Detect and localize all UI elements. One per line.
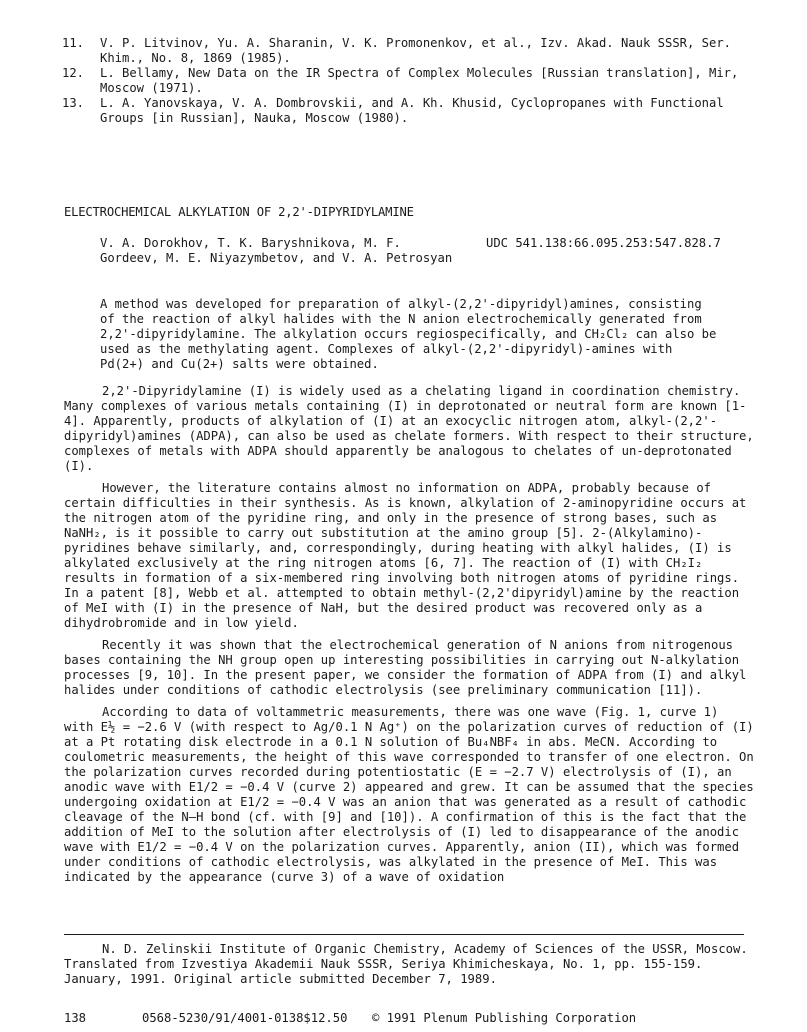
footnote [64,942,754,987]
footnote-affiliation: N. D. Zelinskii Institute of Organic Chemistry, Academy of Sciences of the USSR, Moscow. [102,942,748,956]
reference-text: L. A. Yanovskaya, V. A. Dombrovskii, and A. Kh. Khusid, Cyclopropanes with Functional Groups [in Russian], Nauka, Moscow (1980). [100,96,724,125]
body-paragraph: According to data of voltammetric measurements, there was one wave (Fig. 1, curve 1) with E½ = −2.6 V (with respect to Ag/0.1 N Ag⁺) on the polarization curves of reduction of (I) at a Pt rotating disk electrode in a 0.1 N solution of Bu₄NBF₄ in abs. MeCN. According to coulometric measurements, the height of this wave corresponded to transfer of one electron. On the polarization curves recorded during potentiostatic (E = −2.7 V) electrolysis of (I), an anodic wave with E1/2 = −0.4 V (curve 2) appeared and grew. It can be assumed that the species undergoing oxidation at E1/2 = −0.4 V was an anion that was generated as a result of cathodic cleavage of the N–H bond (cf. with [9] and [10]). A confirmation of this is the fact that the addition of MeI to the solution after electrolysis of (I) led to disappearance of the anodic wave with E1/2 = −0.4 V on the polarization curves. Apparently, anion (II), which was formed under conditions of cathodic electrolysis, was alkylated in the presence of MeI. This was indicated by the appearance (curve 3) of a wave of oxidation [64,705,754,884]
reference-list [62,36,762,126]
reference-text: L. Bellamy, New Data on the IR Spectra of Complex Molecules [Russian translation], Mir, Moscow (1971). [100,66,739,95]
page-number: 138 [64,1011,87,1025]
page-footer [64,1011,764,1026]
reference-item [62,96,762,126]
reference-number: 11. [62,36,85,50]
article-authors: V. A. Dorokhov, T. K. Baryshnikova, M. F. Gordeev, M. E. Niyazymbetov, and V. A. Petrosyan [100,236,453,265]
footnote-translation-note: Translated from Izvestiya Akademii Nauk SSSR, Seriya Khimicheskaya, No. 1, pp. 155-159. January, 1991. Original article submitted December 7, 1989. [64,957,703,986]
body-paragraph: 2,2'-Dipyridylamine (I) is widely used as a chelating ligand in coordination chemistry. Many complexes of various metals containing (I) in deprotonated or neutral form are known [1-4]. Apparently, products of alkylation of (I) at an exocyclic nitrogen atom, alkyl-(2,2'-dipyridyl)amines (ADPA), can also be used as chelate formers. With respect to their structure, complexes of metals with ADPA should apparently be analogous to chelates of un-deprotonated (I). [64,384,754,473]
reference-number: 13. [62,96,85,110]
reference-number: 12. [62,66,85,80]
footnote-divider [64,934,744,935]
reference-item [62,36,762,66]
body-paragraph: Recently it was shown that the electrochemical generation of N anions from nitrogenous bases containing the NH group open up interesting possibilities in carrying out N-alkylation processes [9, 10]. In the present paper, we consider the formation of ADPA from (I) and alkyl halides under conditions of cathodic electrolysis (see preliminary communication [11]). [64,638,747,697]
reference-item [62,66,762,96]
udc-code: UDC 541.138:66.095.253:547.828.7 [486,236,721,250]
body-paragraph: However, the literature contains almost no information on ADPA, probably because of certain difficulties in their synthesis. As is known, alkylation of 2-aminopyridine occurs at the nitrogen atom of the pyridine ring, and only in the presence of strong bases, such as NaNH₂, is it possible to carry out substitution at the amino group [5]. 2-(Alkylamino)-pyridines behave similarly, and, correspondingly, during heating with alkyl halides, (I) is alkylated exclusively at the ring nitrogen atoms [6, 7]. The reaction of (I) with CH₂I₂ results in formation of a six-membered ring involving both nitrogen atoms of pyridine rings. In a patent [8], Webb et al. attempted to obtain methyl-(2,2'dipyridyl)amine by the reaction of MeI with (I) in the presence of NaH, but the desired product was recovered only as a dihydrobromide and in low yield. [64,481,747,630]
copyright-notice: © 1991 Plenum Publishing Corporation [372,1011,637,1025]
article-abstract: A method was developed for preparation of alkyl-(2,2'-dipyridyl)amines, consisting of the reaction of alkyl halides with the N anion electrochemically generated from 2,2'-dipyridylamine. The alkylation occurs regiospecifically, and CH₂Cl₂ can also be used as the methylating agent. Complexes of alkyl-(2,2'-dipyridyl)-amines with Pd(2+) and Cu(2+) salts were obtained. [100,297,717,371]
reference-text: V. P. Litvinov, Yu. A. Sharanin, V. K. Promonenkov, et al., Izv. Akad. Nauk SSSR, Ser. Khim., No. 8, 1869 (1985). [100,36,732,65]
article-title: ELECTROCHEMICAL ALKYLATION OF 2,2'-DIPYRIDYLAMINE [64,205,414,219]
article-body [64,384,754,892]
article-code: 0568-5230/91/4001-0138$12.50 [142,1011,348,1025]
